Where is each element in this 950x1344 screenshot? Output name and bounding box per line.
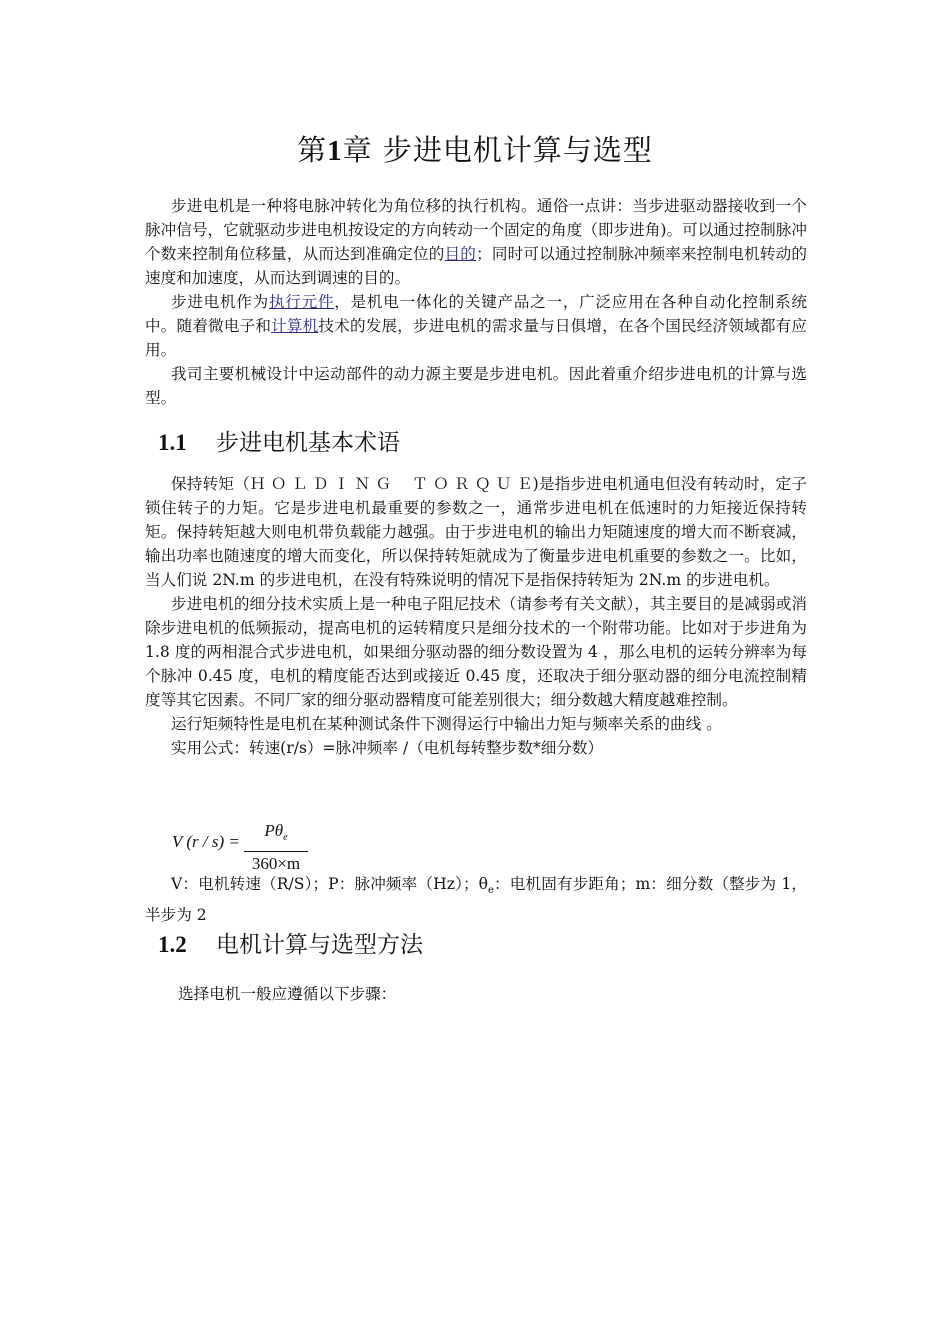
section-heading-1-1: 1.1 步进电机基本术语 [158, 430, 400, 456]
selection-section [178, 982, 840, 1006]
terms-section [145, 472, 807, 760]
paragraph-variables: V：电机转速（R/S）；P：脉冲频率（Hz）；$\theta_e$：电机固有步距角；m：细分数（整步为 1，半步为 2 [145, 875, 807, 924]
section-heading-1-2: 1.2 电机计算与选型方法 [158, 932, 423, 958]
formula-numerator-sub: e [283, 832, 288, 843]
paragraph-torque-frequency: 运行矩频特性是电机在某种测试条件下测得运行中输出力矩与频率关系的曲线 。 [171, 715, 722, 733]
paragraph-steps: 选择电机一般应遵循以下步骤： [178, 985, 397, 1003]
paragraph-formula-intro: 实用公式：转速(r/s）=脉冲频率 /（电机每转整步数*细分数） [171, 739, 604, 757]
formula-fraction [244, 820, 308, 874]
paragraph-company: 我司主要机械设计中运动部件的动力源主要是步进电机。因此着重介绍步进电机的计算与选型。 [145, 365, 807, 407]
formula-legend [145, 872, 807, 927]
paragraph-microstepping: 步进电机的细分技术实质上是一种电子阻尼技术（请参考有关文献），其主要目的是减弱或消除步进电机的低频振动，提高电机的运转精度只是细分技术的一个附带功能。比如对于步进角为 1.8 度的两相混合式步进电机，如果细分驱动器的细分数设置为 4 ，那么电机的运转分辨率为每个脉冲 0.45 度，电机的精度能否达到或接近 0.45 度，还取决于细分驱动器的细分电流控制精度等其它因素。不同厂家的细分驱动器精度可能差别很大；细分数越大精度越难控制。 [145, 595, 807, 709]
chapter-title: 第1章 步进电机计算与选型 [297, 133, 653, 167]
intro-section [145, 194, 807, 410]
fraction-bar [244, 851, 308, 852]
formula-lhs: V (r / s) = [172, 832, 240, 851]
link-mudi[interactable]: 目的 [444, 245, 477, 263]
paragraph-holding-torque: 保持转矩（Ｈ Ｏ Ｌ Ｄ Ｉ Ｎ Ｇ Ｔ Ｏ Ｒ Ｑ Ｕ Ｅ)是指步进电机通电但没有转动时，定子锁住转子的力矩。它是步进电机最重要的参数之一，通常步进电机在低速时的力矩接近保持转矩。保持转矩越大则电机带负载能力越强。由于步进电机的输出力矩随速度的增大而不断衰减，输出功率也随速度的增大而变化，所以保持转矩就成为了衡量步进电机重要的参数之一。比如，当人们说 2N.m 的步进电机，在没有特殊说明的情况下是指保持转矩为 2N.m 的步进电机。 [145, 475, 807, 589]
formula-numerator: Pθ [264, 821, 284, 840]
link-zhixing-yuanjian[interactable]: 执行元件 [268, 293, 335, 311]
formula-denominator: 360×m [251, 854, 301, 873]
link-jisuanji[interactable]: 计算机 [271, 317, 319, 335]
paragraph-application: 步进电机作为执行元件，是机电一体化的关键产品之一，广泛应用在各种自动化控制系统中。随着微电子和计算机技术的发展，步进电机的需求量与日俱增，在各个国民经济领域都有应用。 [145, 293, 807, 359]
paragraph-intro: 步进电机是一种将电脉冲转化为角位移的执行机构。通俗一点讲：当步进驱动器接收到一个脉冲信号，它就驱动步进电机按设定的方向转动一个固定的角度（即步进角)。可以通过控制脉冲个数来控制角位移量，从而达到准确定位的目的；同时可以通过控制脉冲频率来控制电机转动的速度和加速度，从而达到调速的目的。 [145, 197, 807, 287]
